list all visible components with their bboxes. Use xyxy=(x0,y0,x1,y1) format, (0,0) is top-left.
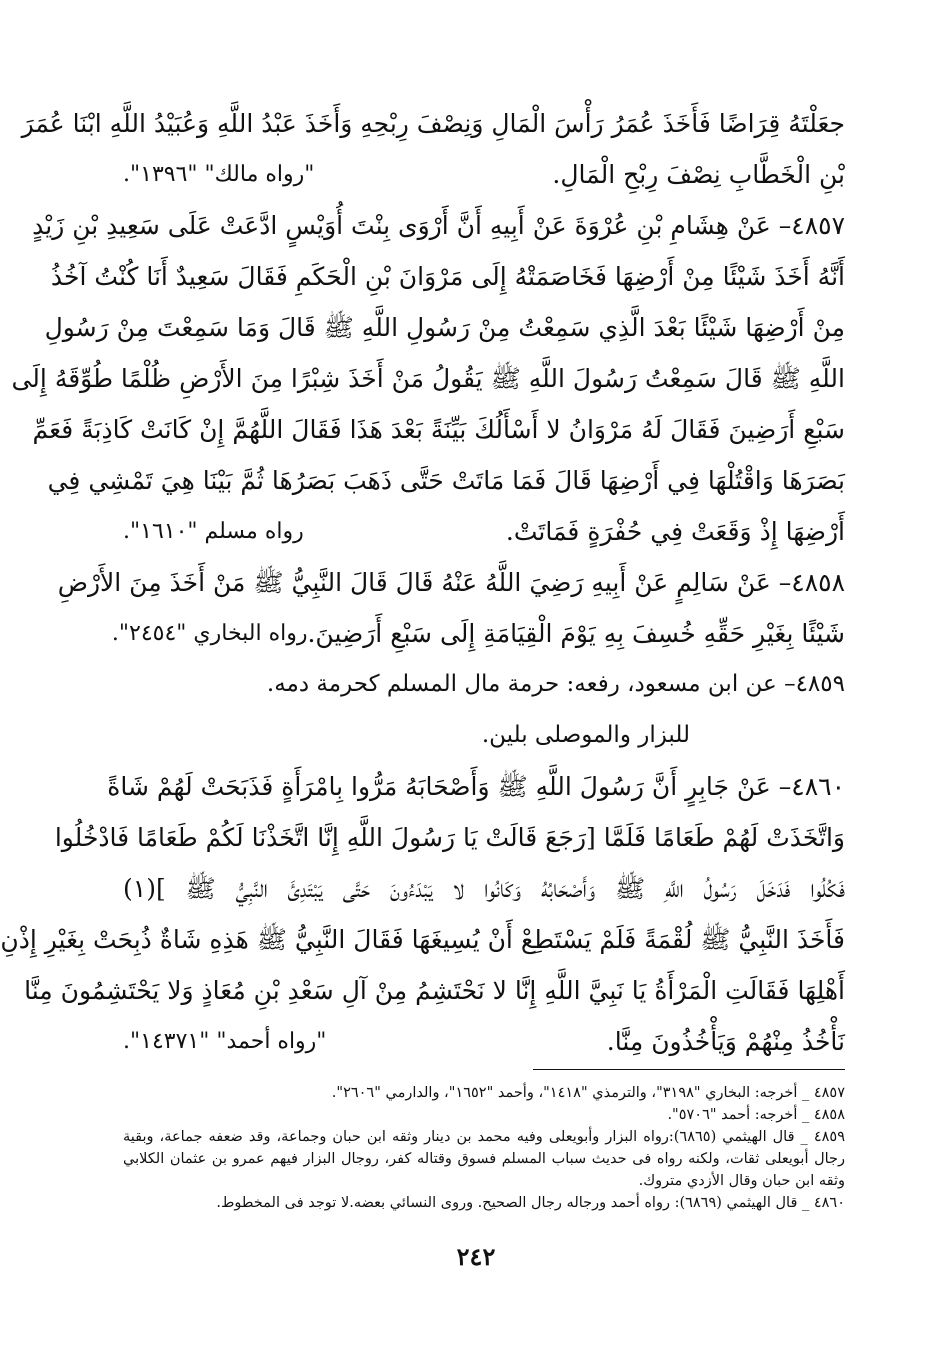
text-line-with-reference xyxy=(123,506,845,557)
hadith-4858-start: ٤٨٥٨– عَنْ سَالِمٍ عَنْ أَبِيهِ رَضِيَ اللَّهُ عَنْهُ قَالَ قَالَ النَّبِيُّ ﷺ مَنْ أَخَذَ مِنَ الأَرْضِ xyxy=(57,568,845,597)
text-line: سَبْعِ أَرَضِينَ فَقَالَ لَهُ مَرْوَانُ لا أَسْأَلُكَ بَيِّنَةً بَعْدَ هَذَا فَقَالَ اللَّهُمَّ إِنْ كَانَتْ كَاذِبَةً فَعَمِّ xyxy=(32,415,845,444)
line-text: بْنِ الْخَطَّابِ نِصْفَ رِبْحِ الْمَالِ. xyxy=(552,160,845,189)
hadith-4857-start: ٤٨٥٧– عَنْ هِشَامِ بْنِ عُرْوَةَ عَنْ أَبِيهِ أَنَّ أَرْوَى بِنْتَ أُوَيْسٍ ادَّعَتْ عَلَى سَعِيدِ بْنِ زَيْدٍ xyxy=(32,211,845,240)
text-line: وَاتَّخَذَتْ لَهُمْ طَعَامًا فَلَمَّا [رَجَعَ قَالَتْ يَا رَسُولَ اللَّهِ إِنَّا اتَّخَذْنَا لَكُمْ طَعَامًا فَادْخُلُوا xyxy=(54,823,845,852)
text-line-with-reference xyxy=(123,149,845,200)
page-number: ٢٤٢ xyxy=(456,1242,496,1271)
source-note: للبزار والموصلى بلين. xyxy=(481,722,690,748)
footnote: ٤٨٥٩ _ قال الهيثمي (٦٨٦٥):رواه البزار وأبويعلى وفيه محمد بن دينار وثقه ابن حبان وجماعة، وقد ضعفه جماعة، وبقية رجال أبويعلى ثقات، ولكنه رواه فى حديث سباب المسلم فسوق وقتاله كفر، روجال البزار فيهم عمرو بن عثمان الكلابي وثقه ابن حبان وقال الأزدي متروك. xyxy=(123,1129,845,1189)
footnote: ٤٨٥٨ _ أخرجه: أحمد "٥٧٠٦". xyxy=(667,1107,845,1123)
hadith-reference: رواه البخاري "٢٤٥٤". xyxy=(111,621,308,646)
line-text: نَأْخُذُ مِنْهُمْ وَيَأْخُذُونَ مِنَّا. xyxy=(606,1027,845,1056)
hadith-reference: "رواه أحمد" "١٤٣٧١". xyxy=(123,1029,327,1054)
footnote: ٤٨٦٠ _ قال الهيثمي (٦٨٦٩): رواه أحمد ورجاله رجال الصحيح. وروى النسائي بعضه.لا توجد فى المخطوط. xyxy=(216,1195,845,1211)
text-line: فَكُلُوا فَدَخَلَ رَسُولُ اللَّهِ ﷺ وَأَصْحَابُهُ وَكَانُوا لا يَبْدَءُونَ حَتَّى يَبْتَدِئَ النَّبِيُّ ﷺ ](١) xyxy=(123,874,845,903)
text-line: فَأَخَذَ النَّبِيُّ ﷺ لُقْمَةً فَلَمْ يَسْتَطِعْ أَنْ يُسِيغَهَا فَقَالَ النَّبِيُّ ﷺ هَذِهِ شَاةٌ ذُبِحَتْ بِغَيْرِ إِذْنِ xyxy=(0,925,845,954)
text-line-with-reference xyxy=(111,608,845,659)
hadith-reference: رواه مسلم "١٦١٠". xyxy=(123,519,304,544)
text-line: أَهْلِهَا فَقَالَتِ الْمَرْأَةُ يَا نَبِيَّ اللَّهِ إِنَّا لا نَحْتَشِمُ مِنْ آلِ سَعْدِ بْنِ مُعَاذٍ وَلا يَحْتَشِمُونَ مِنَّا xyxy=(24,976,845,1005)
footnote-separator xyxy=(533,1069,845,1070)
line-text: أَرْضِهَا إِذْ وَقَعَتْ فِي حُفْرَةٍ فَمَاتَتْ. xyxy=(505,517,845,546)
text-line: أَنَّهُ أَخَذَ شَيْئًا مِنْ أَرْضِهَا فَخَاصَمَتْهُ إِلَى مَرْوَانَ بْنِ الْحَكَمِ فَقَالَ سَعِيدٌ أَنَا كُنْتُ آخُذُ xyxy=(50,262,845,291)
hadith-reference: "رواه مالك" "١٣٩٦". xyxy=(123,162,315,187)
footnotes xyxy=(123,1082,845,1214)
text-line-with-reference xyxy=(123,1016,845,1067)
text-line: اللَّهِ ﷺ قَالَ سَمِعْتُ رَسُولَ اللَّهِ ﷺ يَقُولُ مَنْ أَخَذَ شِبْرًا مِنَ الأَرْضِ ظُلْمًا طُوِّقَهُ إِلَى xyxy=(11,364,845,393)
text-line: مِنْ أَرْضِهَا شَيْئًا بَعْدَ الَّذِي سَمِعْتُ مِنْ رَسُولِ اللَّهِ ﷺ قَالَ وَمَا سَمِعْتَ مِنْ رَسُولِ xyxy=(44,313,845,342)
hadith-4860-start: ٤٨٦٠– عَنْ جَابِرٍ أَنَّ رَسُولَ اللَّهِ ﷺ وَأَصْحَابَهُ مَرُّوا بِامْرَأَةٍ فَذَبَحَتْ لَهُمْ شَاةً xyxy=(107,772,845,801)
line-text: شَيْئًا بِغَيْرِ حَقِّهِ خُسِفَ بِهِ يَوْمَ الْقِيَامَةِ إِلَى سَبْعِ أَرَضِينَ. xyxy=(307,619,845,648)
text-line: بَصَرَهَا وَاقْتُلْهَا فِي أَرْضِهَا قَالَ فَمَا مَاتَتْ حَتَّى ذَهَبَ بَصَرُهَا ثُمَّ بَيْنَا هِيَ تَمْشِي فِي xyxy=(47,466,845,495)
main-text xyxy=(0,98,845,1067)
hadith-4859: ٤٨٥٩– عن ابن مسعود، رفعه: حرمة مال المسلم كحرمة دمه. xyxy=(266,671,845,697)
footnote: ٤٨٥٧ _ أخرجه: البخاري "٣١٩٨"، والترمذي "١٤١٨"، وأحمد "١٦٥٢"، والدارمي "٢٦٠٦". xyxy=(331,1085,845,1101)
text-line: جعَلْتَهُ قِرَاضًا فَأَخَذَ عُمَرُ رَأْسَ الْمَالِ وَنِصْفَ رِبْحِهِ وَأَخَذَ عَبْدُ اللَّهِ وَعُبَيْدُ اللَّهِ ابْنَا عُمَرَ xyxy=(21,109,845,138)
